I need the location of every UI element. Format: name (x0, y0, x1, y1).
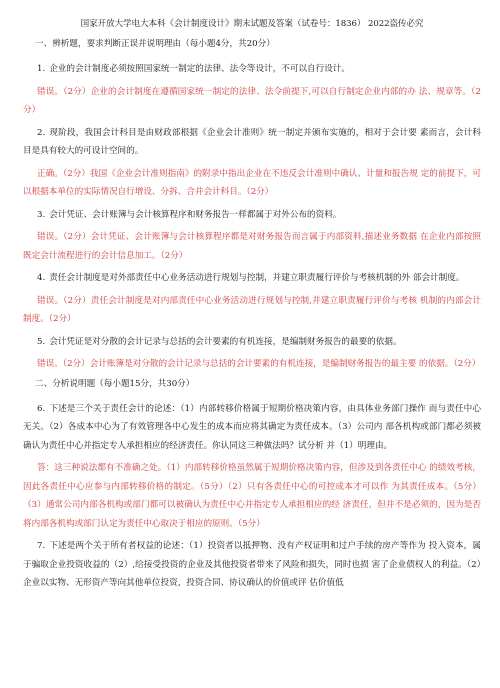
page-title: 国家开放大学电大本科《会计制度设计》期末试题及答案（试卷号：1836） 2022盗传必究 (80, 19, 424, 29)
question-number: 5. (37, 336, 46, 347)
question-1 (23, 60, 481, 79)
answer-1: 错误。（2分）企业的会计制度在遵循国家统一制定的法律、法令前提下,可以自行制定企业内部的办 法、规章等。（2分） (23, 86, 481, 115)
question-text: 责任会计制度是对外部责任中心业务活动进行规划与控制，并建立职责履行评价与考核机制的外 部会计制度。 (49, 273, 465, 283)
question-6 (23, 400, 481, 456)
question-text: 下述是两个关于所有者权益的论述：（1）投资者以抵押物、没有产权证明和过户手续的房产等作为 投入资本，属于骗取企业投资收益的（2）,给接受投资的企业及其他投资者带来了风险和损失，同时也损 害了企业债权人的利益。（2）企业以实物、无形资产等向其他单位投资，投资合同、协议确认的价值或评 估价值低 (23, 541, 481, 588)
question-text: 会计凭证是对分散的会计记录与总括的会计要素的有机连接，是编制财务报告的最要的依据。 (49, 336, 402, 347)
question-7 (23, 537, 481, 593)
question-number: 7. (37, 541, 46, 551)
question-2 (23, 124, 481, 161)
section-heading-1: 一、辨析题，要求判断正误并说明理由（每小题4分，共20分） (35, 39, 275, 49)
question-3 (23, 206, 481, 225)
question-number: 4. (37, 273, 46, 283)
question-number: 1. (37, 64, 46, 74)
question-text: 现阶段，我国会计科目是由财政部根据《企业会计准则》统一制定并颁布实施的，相对于会计要 素而言，会计科目是具有较大的可设计空间的。 (23, 127, 481, 156)
question-text: 会计凭证、会计账簿与会计核算程序和财务报告一样都属于对外公布的资料。 (49, 209, 342, 220)
question-number: 2. (37, 127, 46, 138)
question-number: 3. (37, 209, 46, 220)
answer-2: 正确。（2分）我国《企业会计准则指南》的附录中指出企业在不违反会计准则中确认、计量和报告规 定的前提下，可以根据本单位的实际情况自行增设、分拆、合并会计科目。（2分） (23, 168, 481, 197)
question-number: 6. (37, 403, 46, 414)
answer-5: 错误。（2分）会计账簿是对分散的会计记录与总括的会计要素的有机连接，是编制财务报告的最主要 的依据。（2分） (37, 359, 481, 369)
section-heading-2: 二、分析说明题（每小题15分，共30分） (35, 378, 195, 389)
answer-4: 错误。（2分）责任会计制度是对内部责任中心业务活动进行规划与控制,并建立职责履行评价与考核 机制的内部会计制度。（2分） (23, 295, 481, 324)
question-4 (23, 269, 481, 288)
answer-6: 答：这三种说法都有不准确之处。（1）内部转移价格虽然属于短期价格决策内容，但涉及到各责任中心 的绩效考核，因此各责任中心应参与内部转移价格的制定。（5分）（2）只有各责任中心的可控成本才可以作 为其责任成本。（5分）（3）通常公司内部各机构或部门都可以被确认为责任中心并指定专人承担相应的经 济责任，但并不是必须的，因为是否将内部各机构或部门认定为责任中心取决于相应的原则。（5分） (23, 463, 481, 529)
question-text: 下述是三个关于责任会计的论述：（1）内部转移价格属于短期价格决策内容，由具体业务部门操作 而与责任中心无关。（2）各成本中心为了有效管理各中心发生的成本而应将其确定为责任成本。（3）公司内 部各机构或部门都必须被确认为责任中心并指定专人承担相应的经济责任。你认同这三种做法吗？试分析 并（1）明理由。 (23, 403, 481, 451)
answer-3: 错误。（2分）会计凭证、会计账簿与会计核算程序都是对财务报告而言属于内部资料,描述业务数据 在企业内部按照既定会计流程进行的会计信息加工。（2分） (23, 232, 481, 261)
question-5 (23, 333, 481, 352)
question-text: 企业的会计制度必须按照国家统一制定的法律、法令等设计，不可以自行设计。 (49, 64, 350, 74)
